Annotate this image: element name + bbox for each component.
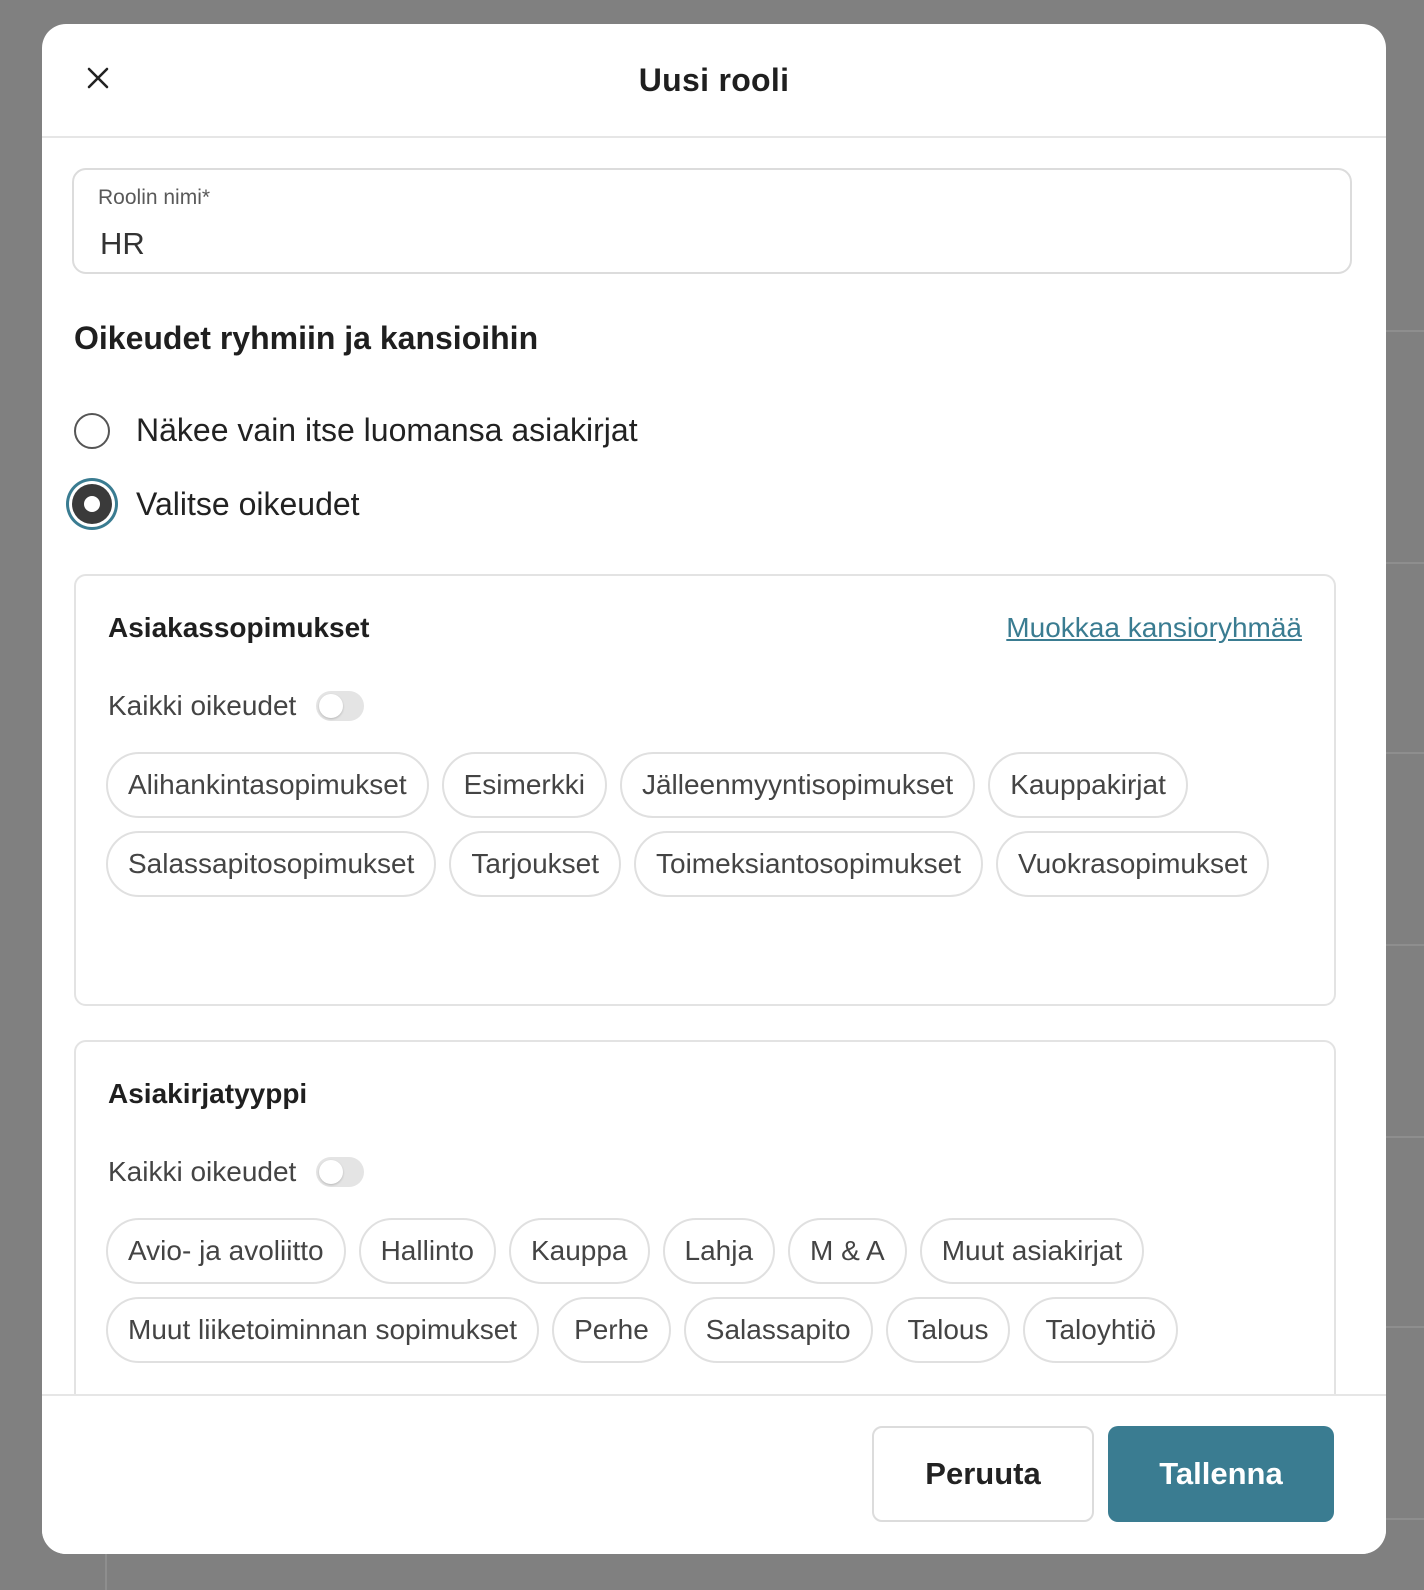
folder-chip[interactable]: Avio- ja avoliitto [106, 1218, 346, 1284]
role-name-field[interactable] [72, 168, 1352, 274]
new-role-dialog [42, 24, 1386, 1554]
folder-chip[interactable]: Taloyhtiö [1023, 1297, 1178, 1363]
save-button[interactable]: Tallenna [1108, 1426, 1334, 1522]
all-permissions-row [108, 690, 364, 722]
folder-chip[interactable]: Muut asiakirjat [920, 1218, 1145, 1284]
folder-chip[interactable]: Muut liiketoiminnan sopimukset [106, 1297, 539, 1363]
dialog-footer [42, 1394, 1386, 1554]
radio-label: Näkee vain itse luomansa asiakirjat [136, 412, 638, 448]
dialog-title: Uusi rooli [638, 61, 790, 98]
folder-chip[interactable]: M & A [788, 1218, 907, 1284]
radio-button-checked[interactable] [69, 481, 115, 527]
background-divider [1384, 1326, 1424, 1328]
all-permissions-toggle[interactable] [316, 691, 364, 721]
folder-chip[interactable]: Vuokrasopimukset [996, 831, 1269, 897]
folder-chip[interactable]: Alihankintasopimukset [106, 752, 429, 818]
folder-chip[interactable]: Kauppa [509, 1218, 650, 1284]
folder-chip[interactable]: Salassapitosopimukset [106, 831, 436, 897]
background-divider [1384, 1518, 1424, 1520]
dialog-header [42, 24, 1386, 138]
folder-chip[interactable]: Tarjoukset [449, 831, 621, 897]
folder-chip[interactable]: Esimerkki [442, 752, 607, 818]
background-divider [1384, 562, 1424, 564]
all-permissions-label: Kaikki oikeudet [108, 690, 297, 721]
all-permissions-row [108, 1156, 364, 1188]
close-button[interactable] [76, 56, 120, 100]
folder-chip[interactable]: Lahja [663, 1218, 776, 1284]
folder-group-card [74, 574, 1336, 1006]
radio-label: Valitse oikeudet [136, 485, 360, 522]
group-title: Asiakirjatyyppi [108, 1078, 308, 1109]
close-icon [86, 66, 110, 90]
edit-folder-group-link[interactable]: Muokkaa kansioryhmää [1006, 612, 1302, 643]
role-name-input[interactable]: HR [100, 226, 145, 261]
folder-group-card [74, 1040, 1336, 1394]
cancel-button[interactable]: Peruuta [872, 1426, 1094, 1522]
folder-chip[interactable]: Toimeksiantosopimukset [634, 831, 983, 897]
dialog-body [42, 138, 1386, 1394]
folder-chip[interactable]: Salassapito [684, 1297, 873, 1363]
radio-own-documents[interactable] [74, 412, 638, 449]
background-divider [1384, 330, 1424, 332]
folder-chips [106, 752, 1304, 910]
background-divider [1384, 752, 1424, 754]
radio-select-permissions[interactable] [74, 481, 360, 527]
folder-chip[interactable]: Perhe [552, 1297, 671, 1363]
background-divider [1384, 944, 1424, 946]
permissions-title: Oikeudet ryhmiin ja kansioihin [74, 320, 539, 356]
folder-chip[interactable]: Talous [886, 1297, 1011, 1363]
folder-chip[interactable]: Hallinto [359, 1218, 496, 1284]
all-permissions-toggle[interactable] [316, 1157, 364, 1187]
group-title: Asiakassopimukset [108, 612, 370, 643]
background-divider [1384, 1136, 1424, 1138]
folder-chip[interactable]: Kauppakirjat [988, 752, 1188, 818]
folder-chip[interactable]: Jälleenmyyntisopimukset [620, 752, 975, 818]
role-name-label: Roolin nimi* [98, 186, 211, 209]
radio-button[interactable] [74, 413, 110, 449]
all-permissions-label: Kaikki oikeudet [108, 1156, 297, 1187]
folder-chips [106, 1218, 1304, 1376]
